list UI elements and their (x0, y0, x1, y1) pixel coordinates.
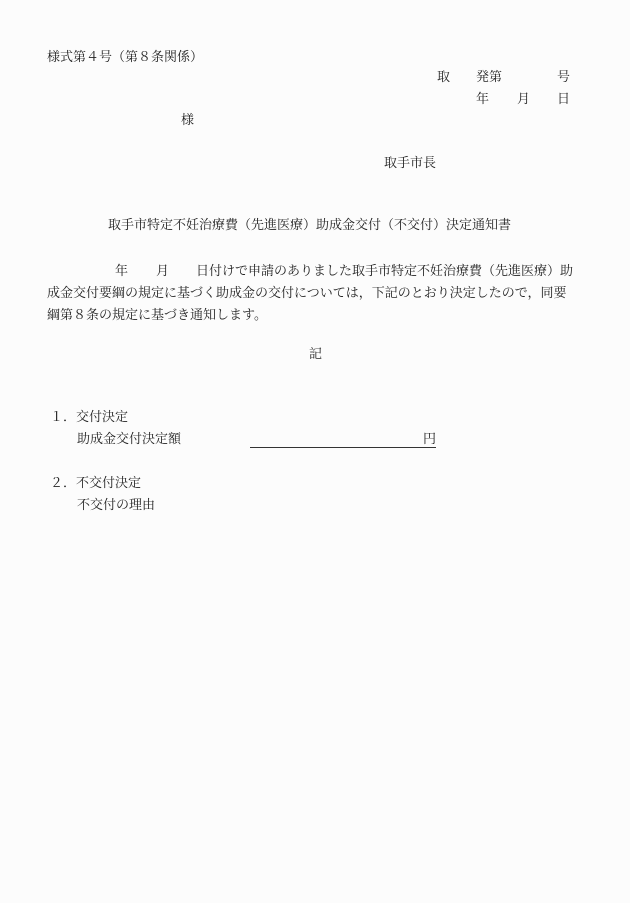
body-line-1 (47, 261, 587, 283)
body-line-2-text: 成金交付要綱の規定に基づく助成金の交付については，下記のとおり決定したので，同要 (47, 286, 567, 301)
grant-amount-field[interactable] (250, 432, 436, 448)
body-line-3-text: 綱第８条の規定に基づき通知します。 (47, 308, 267, 323)
grant-amount-label: 助成金交付決定額 (77, 432, 182, 447)
issue-prefix: 取 (437, 70, 451, 85)
issue-suffix: 号 (557, 70, 571, 85)
date-day: 日 (557, 92, 571, 107)
body-line-1-text: 日付けで申請のありました取手市特定不妊治療費（先進医療）助 (196, 264, 574, 279)
issue-middle: 発第 (476, 70, 503, 85)
document-title: 取手市特定不妊治療費（先進医療）助成金交付（不交付）決定通知書 (108, 218, 512, 233)
body-year: 年 (115, 264, 129, 279)
date-month: 月 (517, 92, 531, 107)
recipient-honorific: 様 (181, 113, 195, 128)
sender-name: 取手市長 (384, 156, 437, 171)
body-line-3 (47, 305, 587, 327)
item-grant-decision-heading: １．交付決定 (50, 410, 129, 425)
item-non-grant-decision-heading: ２．不交付決定 (50, 476, 142, 491)
ki-heading: 記 (309, 347, 323, 362)
non-grant-reason-label: 不交付の理由 (77, 498, 156, 513)
date-year: 年 (476, 92, 490, 107)
form-number: 様式第４号（第８条関係） (47, 50, 204, 65)
issue-number-line (0, 70, 630, 86)
issue-date-line (0, 92, 630, 108)
body-paragraph (47, 261, 587, 327)
body-month: 月 (156, 264, 170, 279)
yen-unit: 円 (422, 432, 436, 447)
body-line-2 (47, 283, 587, 305)
